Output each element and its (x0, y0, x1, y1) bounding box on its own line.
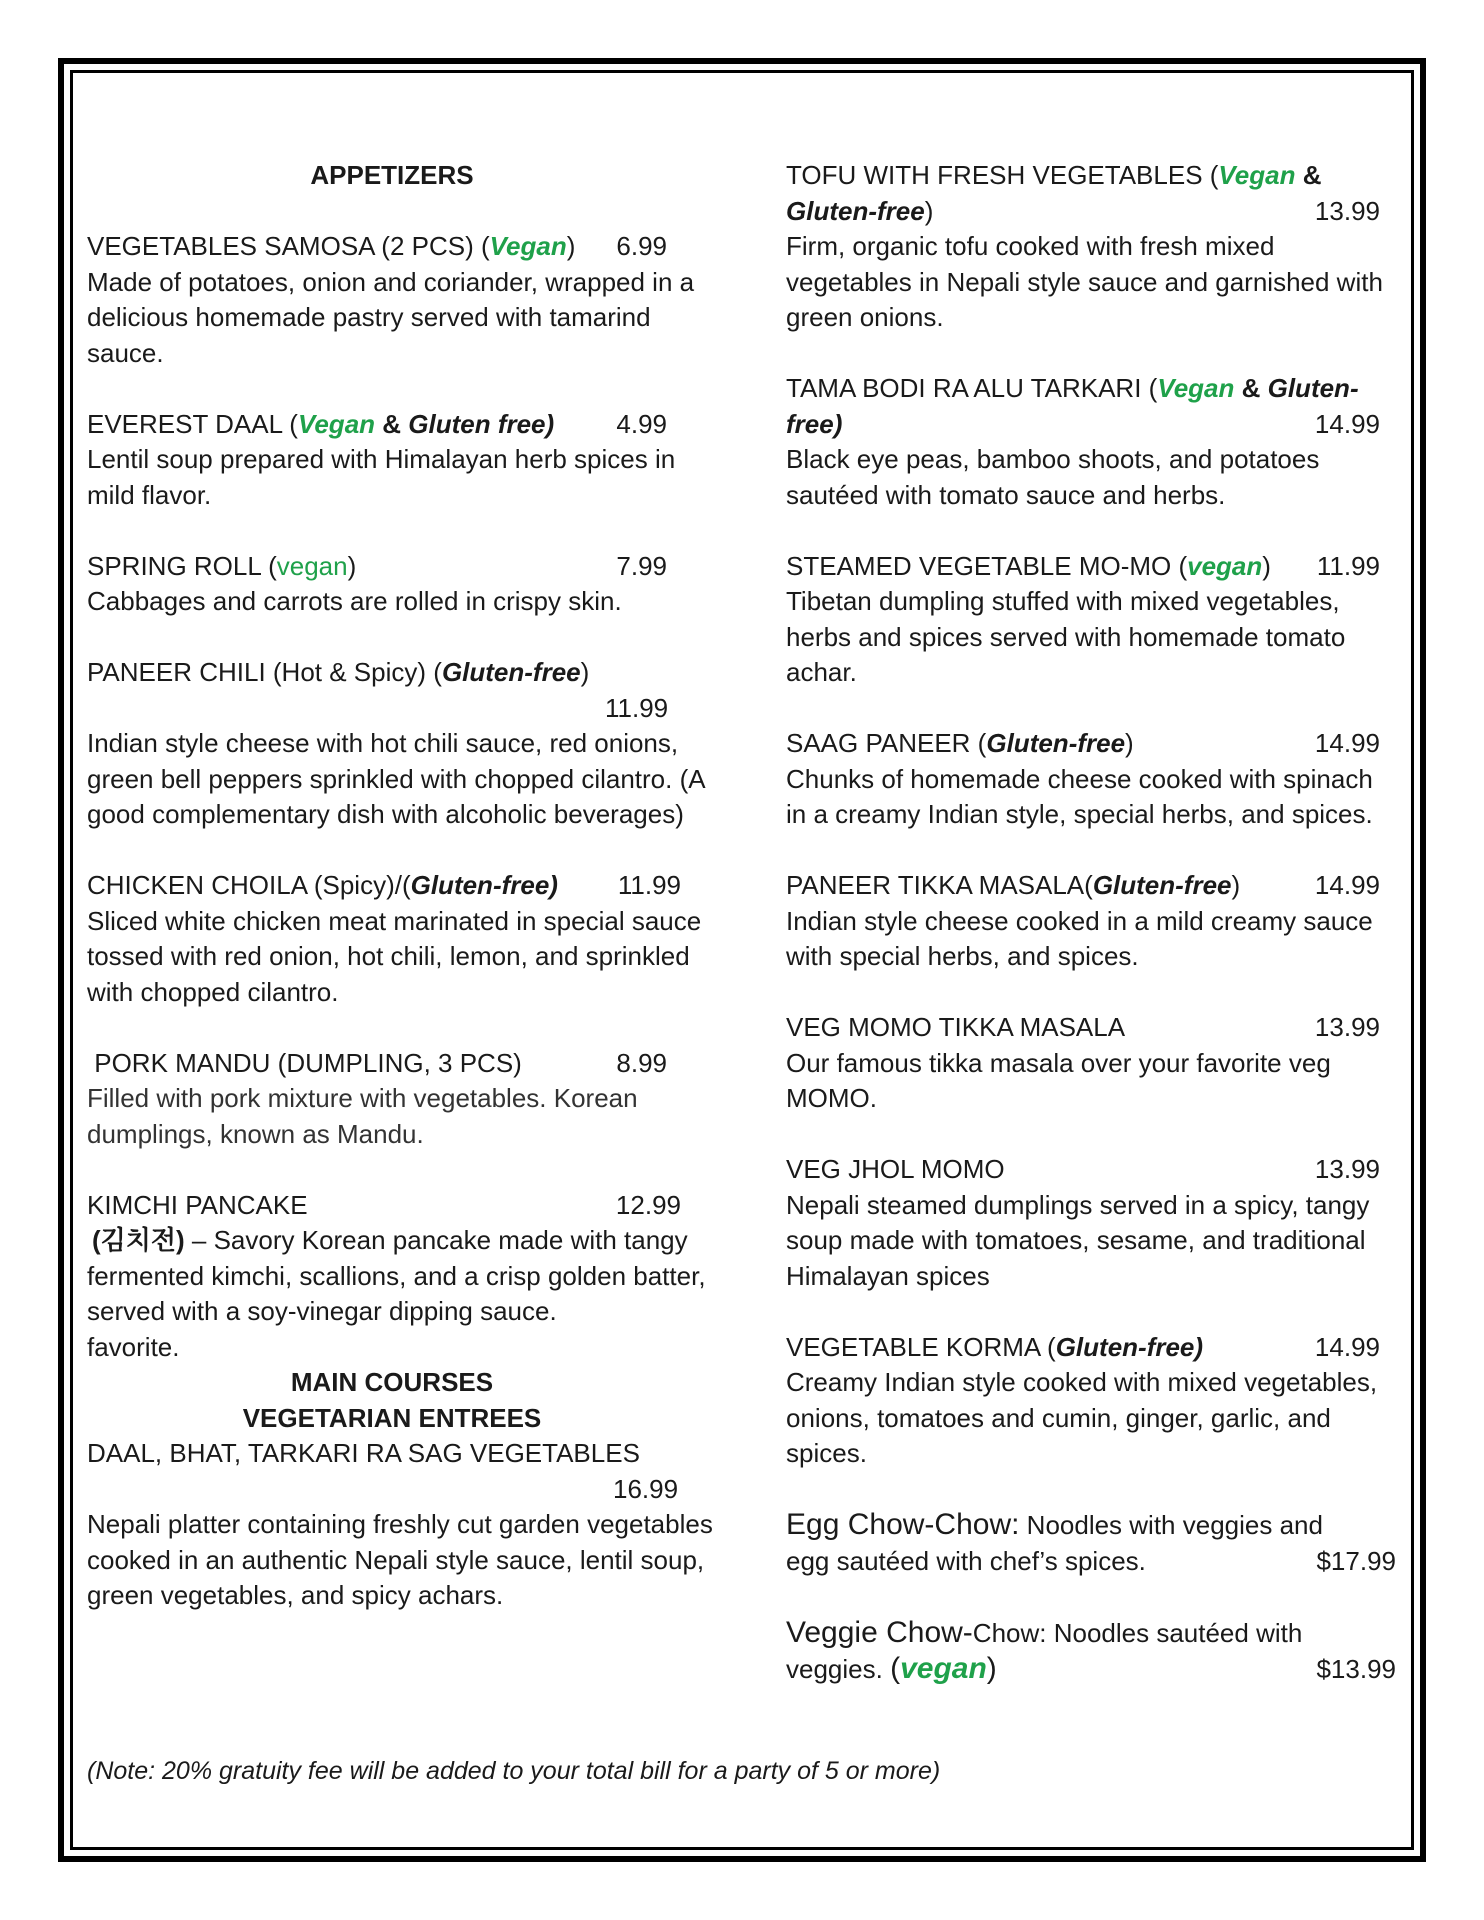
menu-item-pork-mandu (87, 1046, 717, 1153)
main-courses-heading: MAIN COURSES (290, 1367, 494, 1397)
menu-item-daal-bhat (87, 1436, 717, 1614)
item-description: Indian style cheese cooked in a mild creamy sauce with special herbs, and spices. (786, 905, 1373, 971)
item-name: VEGETABLES SAMOSA (2 PCS) ( (87, 231, 490, 261)
gratuity-note: (Note: 20% gratuity fee will be added to your total bill for a party of 5 or more) (87, 1757, 941, 1785)
item-description: Creamy Indian style cooked with mixed vegetables, onions, tomatoes and cumin, ginger, garlic, and spices. (786, 1367, 1378, 1468)
item-name: KIMCHI PANCAKE (87, 1189, 308, 1220)
menu-item-chicken-choila (87, 868, 717, 1010)
appetizers-heading: APPETIZERS (310, 160, 474, 190)
item-name: VEG MOMO TIKKA MASALA (786, 1012, 1126, 1042)
item-price: 14.99 (1314, 870, 1380, 900)
menu-item-veggie-chow-chow (786, 1615, 1396, 1688)
left-column (87, 158, 717, 1614)
item-name: Veggie Chow- (786, 1615, 973, 1649)
paren: ) (986, 1652, 997, 1685)
gluten-free-tag: Gluten-free (986, 728, 1126, 758)
item-price: $13.99 (1316, 1654, 1396, 1684)
item-name: STEAMED VEGETABLE MO-MO ( (786, 550, 1188, 581)
item-price: 4.99 (616, 408, 667, 439)
paren: ) (924, 195, 934, 226)
menu-item-egg-chow-chow (786, 1507, 1396, 1579)
item-price: 11.99 (605, 692, 669, 723)
paren: ) (1231, 870, 1241, 900)
item-name: SAAG PANEER ( (786, 728, 987, 758)
korean-name: (김치전) (92, 1225, 185, 1255)
item-price: 13.99 (1314, 1012, 1380, 1042)
item-price: 8.99 (616, 1047, 667, 1078)
paren: ( (890, 1652, 901, 1685)
menu-item-tofu (786, 158, 1396, 336)
menu-item-veg-momo-tikka (786, 1010, 1396, 1117)
item-price: 13.99 (1314, 1154, 1380, 1184)
menu-item-saag-paneer (786, 726, 1396, 833)
item-description: Our famous tikka masala over your favorite veg MOMO. (786, 1047, 1331, 1113)
paren: ) (566, 231, 576, 261)
item-price: 7.99 (616, 550, 667, 581)
vegan-tag: Vegan (297, 408, 376, 439)
gluten-free-tag: Gluten-free) (410, 870, 558, 900)
item-name: PANEER TIKKA MASALA( (786, 870, 1093, 900)
item-description: Made of potatoes, onion and coriander, wrapped in a delicious homemade pastry served with tamarind sauce. (87, 266, 695, 368)
item-price: 16.99 (613, 1473, 679, 1504)
item-price: 14.99 (1314, 408, 1380, 439)
menu-item-samosa (87, 229, 717, 371)
paren: ) (1125, 728, 1134, 758)
item-name: PORK MANDU (DUMPLING, 3 PCS) (87, 1047, 522, 1078)
item-description: Chunks of homemade cheese cooked with spinach in a creamy Indian style, special herbs, and spices. (786, 763, 1373, 829)
item-description-extra: favorite. (87, 1331, 180, 1362)
menu-item-paneer-tikka (786, 868, 1396, 975)
vegan-tag: vegan (276, 550, 348, 581)
item-description: Black eye peas, bamboo shoots, and potatoes sautéed with tomato sauce and herbs. (786, 444, 1320, 510)
menu-item-veg-jhol-momo (786, 1152, 1396, 1294)
item-description: Firm, organic tofu cooked with fresh mixed vegetables in Nepali style sauce and garnished with green onions. (786, 231, 1383, 332)
item-name: CHICKEN CHOILA (Spicy)/( (87, 870, 411, 900)
item-price: $17.99 (1316, 1545, 1396, 1576)
item-name: TOFU WITH FRESH VEGETABLES ( (786, 160, 1219, 190)
item-price: 11.99 (617, 870, 681, 900)
item-name: Egg Chow-Chow: (786, 1508, 1020, 1541)
gluten-free-tag: Gluten-free) (1055, 1331, 1204, 1362)
item-description: Tibetan dumpling stuffed with mixed vegetables, herbs and spices served with homemade tomato achar. (786, 586, 1346, 687)
paren: ) (347, 550, 357, 581)
gluten-free-tag: Gluten-free (441, 657, 581, 687)
menu-item-spring-roll (87, 549, 717, 620)
item-description: – Savory Korean pancake made with tangy fermented kimchi, scallions, and a crisp golden batter, served with a soy-vinegar dipping sauce. (87, 1225, 706, 1326)
item-description: Cabbages and carrots are rolled in crispy skin. (87, 586, 622, 616)
vegan-tag: vegan (1187, 550, 1263, 581)
gluten-free-tag: Gluten free) (408, 408, 555, 439)
item-description-2: egg sautéed with chef’s spices. (786, 1545, 1146, 1576)
item-price: 13.99 (1314, 195, 1380, 226)
gluten-free-tag: Gluten-free (786, 195, 925, 226)
item-price: 6.99 (616, 231, 667, 261)
amp: & (1234, 373, 1268, 403)
gluten-free-tag: Gluten- (1267, 373, 1359, 403)
item-description: Filled with pork mixture with vegetables. Korean dumplings, known as Mandu. (87, 1083, 638, 1149)
item-description: Nepali steamed dumplings served in a spicy, tangy soup made with tomatoes, sesame, and traditional Himalayan spices (786, 1189, 1370, 1291)
vegetarian-entrees-heading: VEGETARIAN ENTREES (242, 1402, 542, 1433)
amp: & (1295, 160, 1322, 190)
menu-item-steamed-momo (786, 549, 1396, 691)
menu-item-tama-bodi (786, 371, 1396, 513)
menu-item-vegetable-korma (786, 1330, 1396, 1472)
item-description: Nepali platter containing freshly cut garden vegetables cooked in an authentic Nepali style sauce, lentil soup, green vegetables, and spicy achars. (87, 1509, 713, 1610)
item-price: 12.99 (615, 1189, 681, 1220)
item-description: Indian style cheese with hot chili sauce, red onions, green bell peppers sprinkled with chopped cilantro. (A good complementary dish with alcoholic beverages) (87, 728, 705, 829)
item-price: 14.99 (1314, 1331, 1380, 1362)
item-description: Sliced white chicken meat marinated in special sauce tossed with red onion, hot chili, lemon, and sprinkled with chopped cilantro. (87, 905, 702, 1007)
paren: ) (1262, 550, 1271, 581)
item-name: DAAL, BHAT, TARKARI RA SAG VEGETABLES (87, 1438, 640, 1468)
paren: ) (580, 657, 590, 687)
amp: & (375, 408, 409, 439)
menu-item-daal (87, 407, 717, 514)
vegan-tag: Vegan (489, 231, 567, 261)
item-description: Chow: Noodles sautéed with (972, 1617, 1303, 1648)
item-name: TAMA BODI RA ALU TARKARI ( (786, 373, 1158, 403)
item-name: SPRING ROLL ( (87, 550, 277, 581)
item-description: Lentil soup prepared with Himalayan herb spices in mild flavor. (87, 444, 676, 510)
item-name: VEG JHOL MOMO (786, 1154, 1005, 1184)
menu-item-paneer-chili (87, 655, 717, 833)
item-name: EVEREST DAAL ( (87, 408, 298, 439)
gluten-free-tag: Gluten-free (1092, 870, 1232, 900)
item-price: 11.99 (1316, 550, 1380, 581)
item-price: 14.99 (1314, 728, 1380, 758)
item-description-2: veggies. (786, 1654, 891, 1684)
vegan-tag: Vegan (1218, 160, 1296, 190)
gluten-free-tag-end: free) (786, 408, 843, 439)
right-column (786, 158, 1396, 1688)
vegan-tag: Vegan (1157, 373, 1235, 403)
item-name: PANEER CHILI (Hot & Spicy) ( (87, 657, 442, 687)
item-name: VEGETABLE KORMA ( (786, 1331, 1056, 1362)
menu-item-kimchi-pancake (87, 1188, 717, 1366)
item-description: Noodles with veggies and (1019, 1510, 1323, 1540)
vegan-tag: vegan (900, 1652, 987, 1685)
